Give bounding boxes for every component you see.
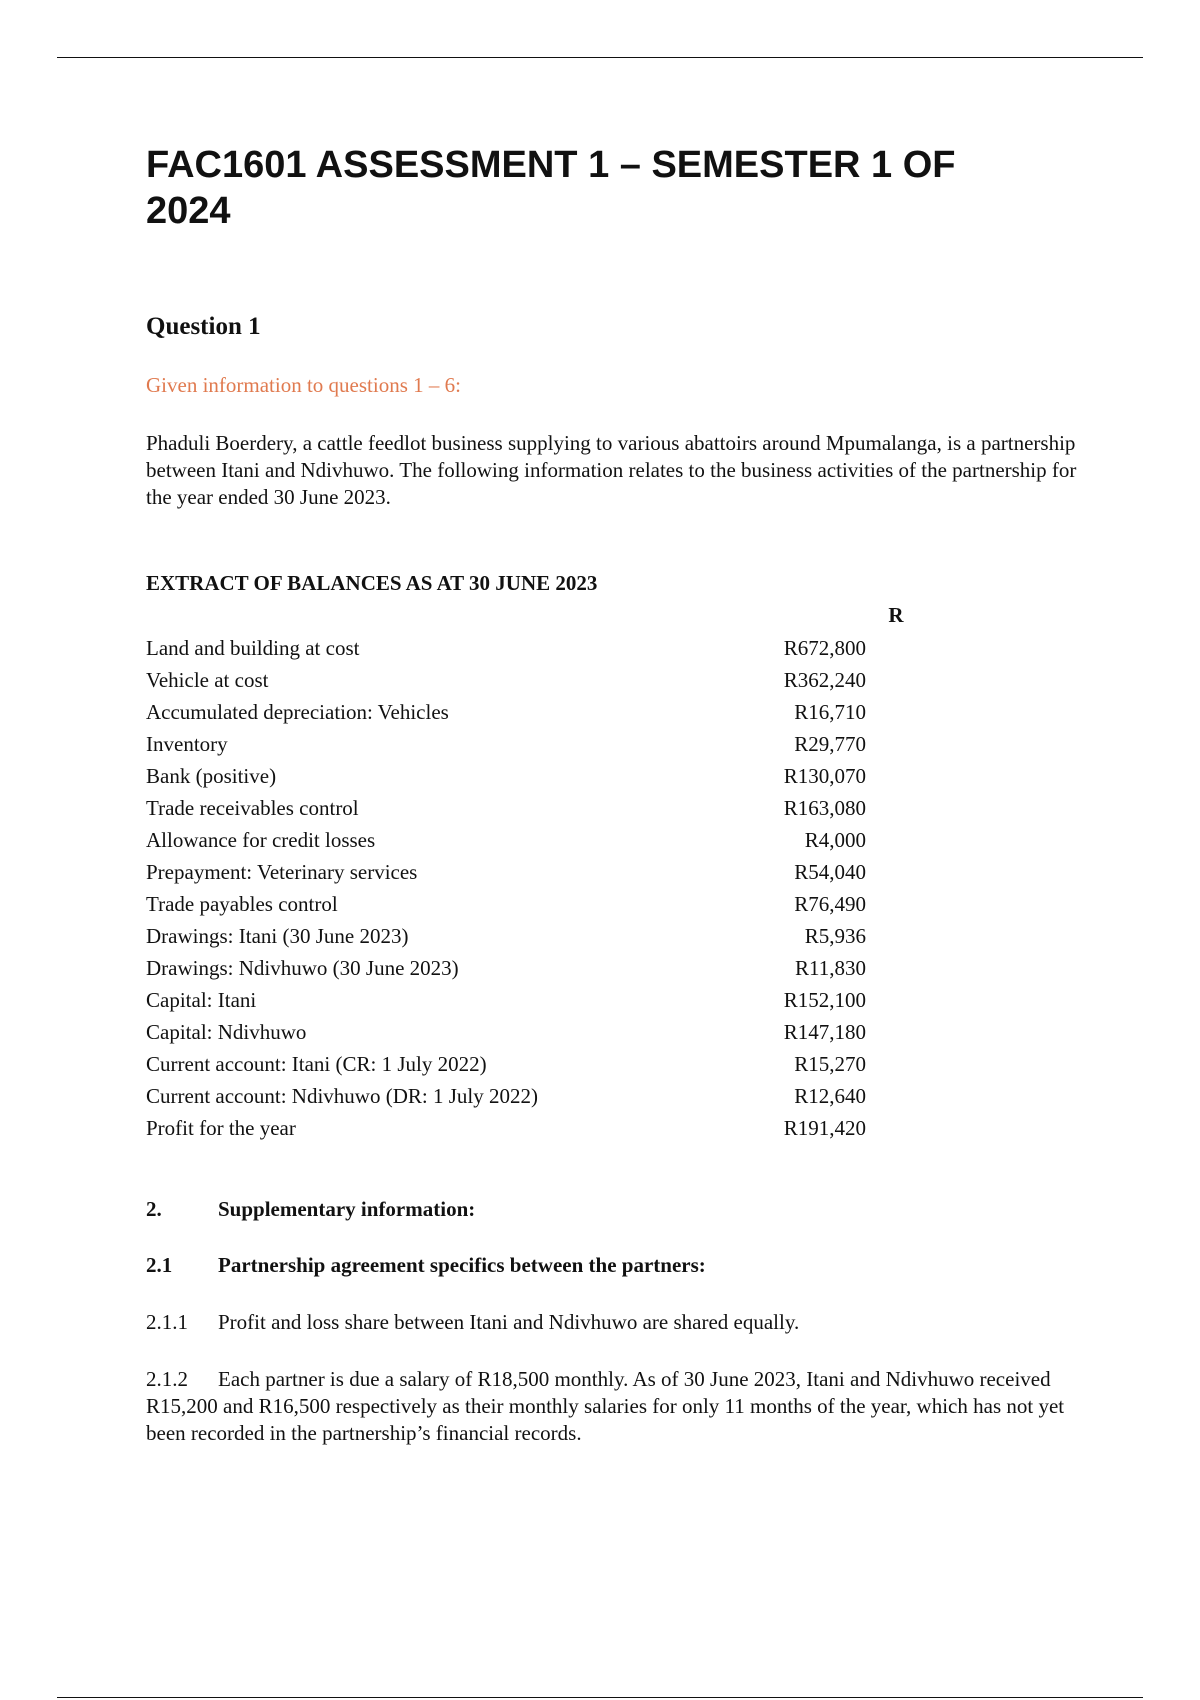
balance-amount: R76,490 [794, 892, 866, 916]
section-title: Supplementary information: [218, 1197, 476, 1221]
table-row [146, 696, 866, 728]
balance-amount: R362,240 [783, 668, 866, 692]
balance-amount: R16,710 [794, 700, 866, 724]
table-row [146, 1016, 866, 1048]
balances-table [146, 632, 866, 1144]
bottom-rule [57, 1697, 1143, 1698]
balance-amount: R147,180 [783, 1020, 866, 1044]
given-info-note: Given information to questions 1 – 6: [146, 373, 461, 397]
currency-column-header: R [888, 603, 904, 627]
balance-amount: R15,270 [794, 1052, 866, 1076]
balance-amount: R12,640 [794, 1084, 866, 1108]
balance-label: Trade payables control [146, 892, 338, 916]
balance-label: Current account: Ndivhuwo (DR: 1 July 2022) [146, 1084, 538, 1108]
balance-amount: R4,000 [804, 828, 866, 852]
balance-label: Bank (positive) [146, 764, 277, 788]
balance-label: Inventory [146, 732, 228, 756]
table-row [146, 888, 866, 920]
extract-title: EXTRACT OF BALANCES AS AT 30 JUNE 2023 [146, 571, 598, 595]
table-row [146, 1080, 866, 1112]
item-number: 2.1.2 [146, 1367, 188, 1391]
table-row [146, 632, 866, 664]
intro-paragraph: Phaduli Boerdery, a cattle feedlot business supplying to various abattoirs around Mpumalanga, is a partnership between Itani and Ndivhuwo. The following information relates to the business activities of the partnership for the year ended 30 June 2023. [146, 431, 1077, 509]
table-row [146, 792, 866, 824]
balance-label: Prepayment: Veterinary services [146, 860, 418, 884]
table-row [146, 856, 866, 888]
balance-amount: R5,936 [804, 924, 866, 948]
balance-label: Drawings: Itani (30 June 2023) [146, 924, 409, 948]
agreement-item-profit-share [146, 1309, 1106, 1336]
agreement-item-salary [146, 1366, 1106, 1447]
balance-amount: R152,100 [783, 988, 866, 1012]
question-heading: Question 1 [146, 313, 261, 340]
table-row [146, 952, 866, 984]
item-text: Each partner is due a salary of R18,500 monthly. As of 30 June 2023, Itani and Ndivhuwo received R15,200 and R16,500 respectively as their monthly salaries for only 11 months of the year, which has not yet been recorded in the partnership’s financial records. [146, 1367, 1065, 1445]
balance-label: Profit for the year [146, 1116, 296, 1140]
item-number: 2.1.1 [146, 1310, 188, 1334]
table-row [146, 728, 866, 760]
table-row [146, 1112, 866, 1144]
balance-label: Vehicle at cost [146, 668, 269, 692]
section-title: Partnership agreement specifics between the partners: [218, 1253, 706, 1277]
table-row [146, 920, 866, 952]
table-row [146, 824, 866, 856]
balance-amount: R54,040 [794, 860, 866, 884]
top-rule [57, 57, 1143, 58]
balance-label: Capital: Ndivhuwo [146, 1020, 307, 1044]
section-number: 2.1 [146, 1253, 173, 1277]
document-title: FAC1601 ASSESSMENT 1 – SEMESTER 1 OF 2024 [146, 144, 956, 232]
balance-label: Trade receivables control [146, 796, 359, 820]
partnership-agreement-heading [146, 1252, 1106, 1279]
supplementary-heading [146, 1196, 1106, 1223]
balance-amount: R130,070 [783, 764, 866, 788]
balance-label: Capital: Itani [146, 988, 257, 1012]
table-row [146, 664, 866, 696]
table-row [146, 1048, 866, 1080]
balance-label: Land and building at cost [146, 636, 360, 660]
balance-label: Allowance for credit losses [146, 828, 376, 852]
balance-amount: R163,080 [783, 796, 866, 820]
balance-amount: R191,420 [783, 1116, 866, 1140]
balance-amount: R11,830 [795, 956, 866, 980]
balance-label: Current account: Itani (CR: 1 July 2022) [146, 1052, 487, 1076]
table-row [146, 760, 866, 792]
balance-label: Drawings: Ndivhuwo (30 June 2023) [146, 956, 459, 980]
item-text: Profit and loss share between Itani and Ndivhuwo are shared equally. [218, 1310, 800, 1334]
section-number: 2. [146, 1197, 162, 1221]
balance-label: Accumulated depreciation: Vehicles [146, 700, 449, 724]
table-row [146, 984, 866, 1016]
balance-amount: R672,800 [783, 636, 866, 660]
balance-amount: R29,770 [794, 732, 866, 756]
